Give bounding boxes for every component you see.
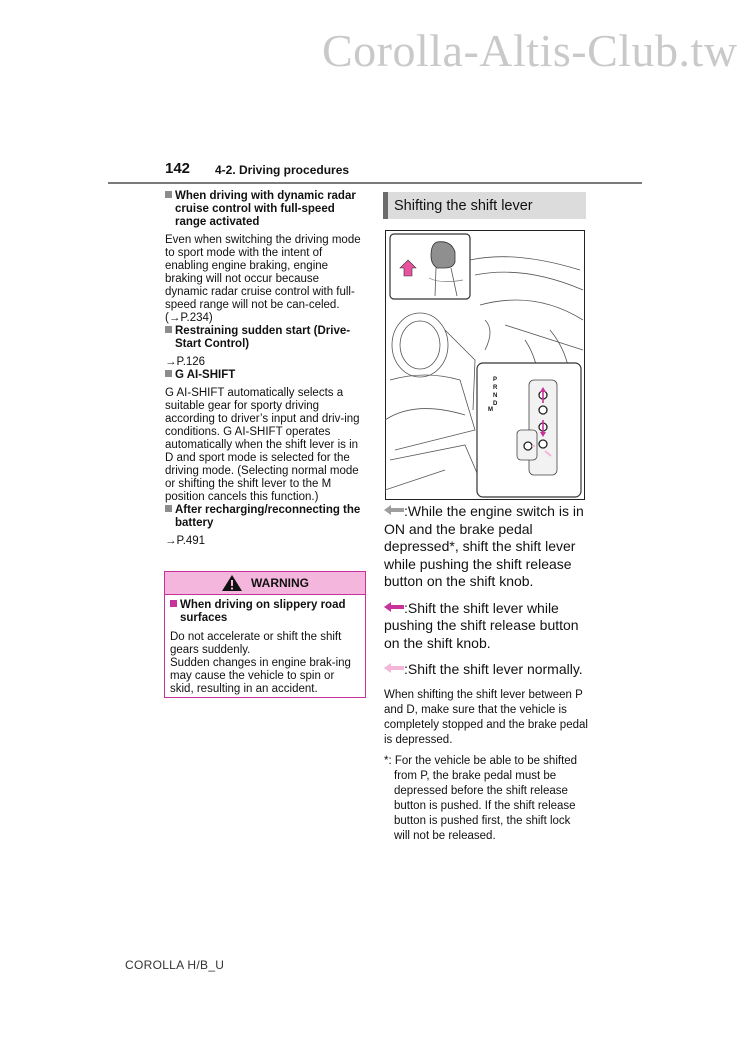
square-bullet-icon	[165, 370, 172, 377]
page-reference-link[interactable]: →P.126	[165, 356, 206, 368]
pink-arrow-icon	[384, 663, 404, 673]
sub-heading-battery: After recharging/reconnecting the battery	[165, 504, 365, 530]
square-bullet-icon	[165, 326, 172, 333]
page-number: 142	[165, 160, 191, 177]
warning-text: Sudden changes in engine brak-ing may cause the vehicle to spin or skid, resulting in an accident.	[170, 657, 351, 695]
page-reference-link[interactable]: →P.491	[165, 535, 206, 547]
paragraph-dynamic-radar: Even when switching the driving mode to sport mode with the intent of enabling engine braking, engine braking will not occur because dynamic radar cruise control with full-speed range will not be can-celed. (→P.234)	[165, 234, 361, 324]
shift-lever-illustration	[385, 230, 585, 500]
warning-body	[165, 595, 365, 700]
square-bullet-icon	[165, 505, 172, 512]
warning-header: WARNING	[165, 572, 365, 595]
gray-arrow-icon	[384, 505, 404, 515]
sub-heading-ai-shift: G AI-SHIFT	[165, 369, 365, 382]
note-text: When shifting the shift lever between P and D, make sure that the vehicle is completely stopped and the brake pedal is depressed.	[384, 688, 588, 746]
magenta-arrow-icon	[384, 602, 404, 612]
footer: COROLLA H/B_U	[125, 958, 225, 972]
square-bullet-icon	[170, 600, 177, 607]
legend-item-gray: :While the engine switch is in ON and the brake pedal depressed*, shift the shift lever while pushing the shift release button on the shift knob.	[384, 503, 584, 589]
sub-heading-dynamic-radar: When driving with dynamic radar cruise control with full-speed range activated	[165, 190, 365, 229]
warning-triangle-icon	[221, 574, 243, 592]
svg-text:R: R	[493, 385, 498, 391]
warning-text: Do not accelerate or shift the shift gears suddenly.	[170, 631, 342, 656]
right-column	[384, 503, 589, 844]
sub-heading-drive-start: Restraining sudden start (Drive-Start Control)	[165, 325, 365, 351]
svg-text:D: D	[493, 401, 498, 407]
paragraph-ai-shift: G AI-SHIFT automatically selects a suitable gear for sporty driving according to driver’s input and driv-ing conditions. G AI-SHIFT operates automatically when the shift lever is in D and sport mode is selected for the driving mode. (Selecting normal mode or shifting the shift lever to the M position cancels this function.)	[165, 387, 360, 503]
svg-text:M: M	[488, 407, 493, 413]
square-bullet-icon	[165, 191, 172, 198]
warning-sub-heading: When driving on slippery road surfaces	[170, 599, 360, 625]
legend-item-magenta: :Shift the shift lever while pushing the shift release button on the shift knob.	[384, 599, 579, 651]
right-heading: Shifting the shift lever	[383, 192, 586, 219]
svg-text:P: P	[493, 377, 498, 383]
watermark: Corolla-Altis-Club.tw	[322, 25, 738, 76]
section-title: 4-2. Driving procedures	[215, 163, 350, 177]
warning-box	[164, 571, 366, 698]
header-rule	[108, 182, 642, 184]
footnote-text: *: For the vehicle be able to be shifted from P, the brake pedal must be depressed before the shift release button is pushed. If the shift release button is pushed first, the shift lock will not be released.	[384, 754, 578, 842]
legend-item-pink: :Shift the shift lever normally.	[384, 661, 589, 679]
svg-text:N: N	[493, 393, 498, 399]
left-column	[165, 190, 365, 548]
